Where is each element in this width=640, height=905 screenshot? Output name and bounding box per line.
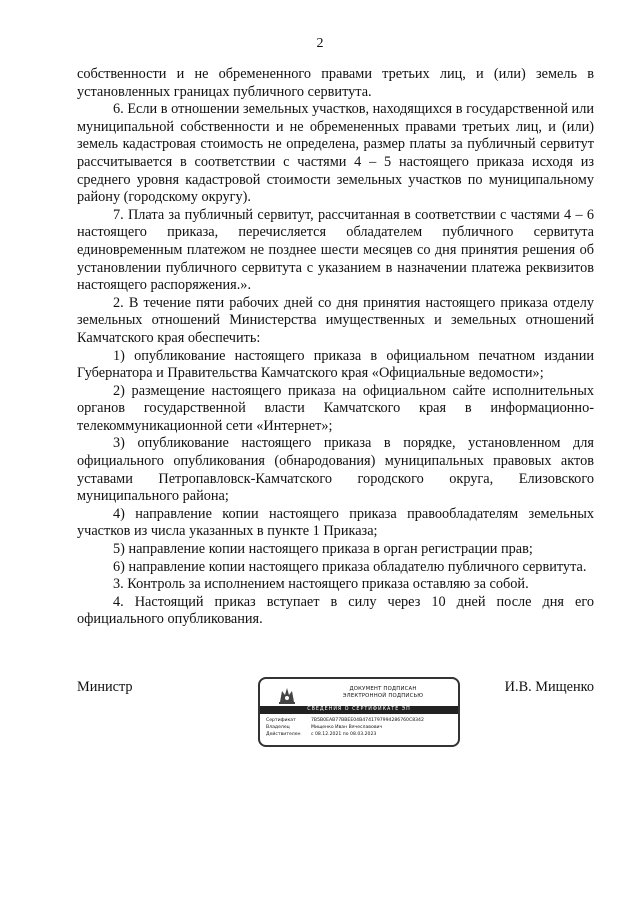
stamp-header-line2: ЭЛЕКТРОННОЙ ПОДПИСЬЮ xyxy=(342,693,424,699)
stamp-header-line1: ДОКУМЕНТ ПОДПИСАН xyxy=(349,686,417,692)
stamp-row-owner xyxy=(266,724,454,731)
stamp-value: Мищенко Иван Вячеславович xyxy=(311,725,383,730)
coat-of-arms-icon xyxy=(276,684,298,706)
page-number: 2 xyxy=(316,36,324,51)
stamp-details xyxy=(266,717,454,738)
stamp-label: Сертификат xyxy=(266,718,296,723)
paragraph: 4. Настоящий приказ вступает в силу через 10 дней после дня его официального опубликования. xyxy=(77,593,594,628)
paragraph: 3) опубликование настоящего приказа в порядке, установленном для официального опубликования (обнародования) муниципальных правовых актов уставами Петропавловск-Камчатского городского округа, Елизовского муниципального района; xyxy=(77,435,594,505)
stamp-header xyxy=(312,686,454,700)
paragraph: 2) размещение настоящего приказа на официальном сайте исполнительных органов государственной власти Камчатского края в информационно-телекоммуникационной сети «Интернет»; xyxy=(77,382,594,434)
signatory-name: И.В. Мищенко xyxy=(504,679,594,695)
stamp-row-validity xyxy=(266,731,454,738)
signatory-position: Министр xyxy=(77,679,133,695)
stamp-certificate-bar: СВЕДЕНИЯ О СЕРТИФИКАТЕ ЭП xyxy=(260,706,458,714)
stamp-label: Владелец xyxy=(266,725,290,730)
paragraph: 3. Контроль за исполнением настоящего приказа оставляю за собой. xyxy=(113,576,529,593)
paragraph: 5) направление копии настоящего приказа в орган регистрации прав; xyxy=(113,541,533,558)
paragraph: 4) направление копии настоящего приказа правообладателям земельных участков из числа указанных в пункте 1 Приказа; xyxy=(77,505,594,540)
stamp-value: 7B5B0EAB77BBEE04B4741797994286760C8342 xyxy=(311,718,424,723)
paragraph: 6. Если в отношении земельных участков, находящихся в государственной или муниципальной собственности и не обремененных правами третьих лиц, и (или) земель кадастровая стоимость не определена, размер платы за публичный сервитут рассчитывается в соответствии с частями 4 – 5 настоящего приказа исходя из среднего уровня кадастровой стоимости земельных участков по муниципальному району (городскому округу). xyxy=(77,101,594,206)
paragraph: 1) опубликование настоящего приказа в официальном печатном издании Губернатора и Правительства Камчатского края «Официальные ведомости»; xyxy=(77,347,594,382)
paragraph: собственности и не обремененного правами третьих лиц, и (или) земель в установленных границах публичного сервитута. xyxy=(77,66,594,100)
stamp-row-certificate xyxy=(266,717,454,724)
stamp-label: Действителен xyxy=(266,732,301,737)
paragraph: 6) направление копии настоящего приказа обладателю публичного сервитута. xyxy=(113,558,587,575)
paragraph: 2. В течение пяти рабочих дней со дня принятия настоящего приказа отделу земельных отношений Министерства имущественных и земельных отношений Камчатского края обеспечить: xyxy=(77,294,594,346)
electronic-signature-stamp xyxy=(258,677,460,747)
paragraph: 7. Плата за публичный сервитут, рассчитанная в соответствии с частями 4 – 6 настоящего приказа, перечисляется обладателем публичного сервитута единовременным платежом не позднее шести месяцев со дня принятия решения об установлении публичного сервитута с указанием в назначении платежа реквизитов настоящего распоряжения.». xyxy=(77,206,594,294)
stamp-value: с 08.12.2021 по 08.03.2023 xyxy=(311,732,377,737)
document-body xyxy=(77,66,594,629)
